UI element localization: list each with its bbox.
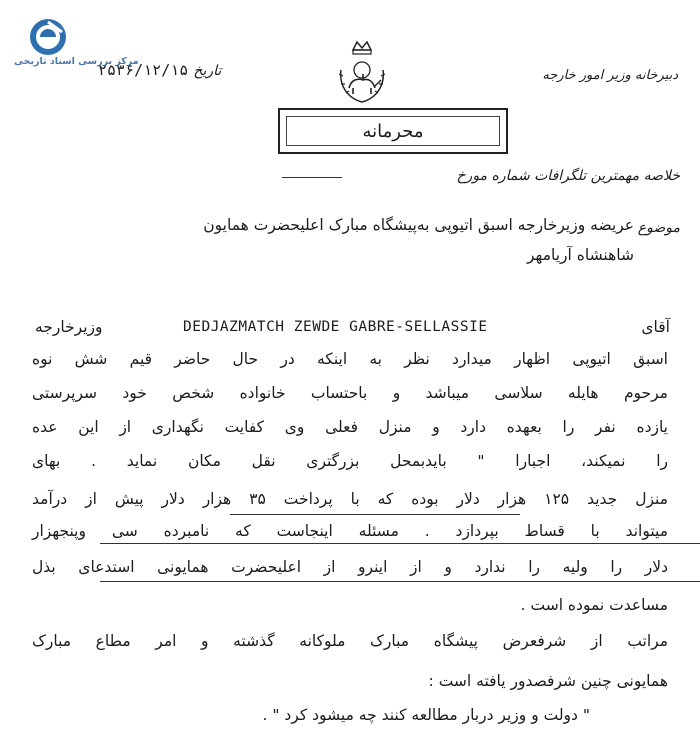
hand-underline (230, 514, 520, 515)
person-title: وزیرخارجه (35, 318, 103, 336)
salutation: آقای (641, 318, 670, 336)
hand-underline (100, 543, 700, 544)
letter-line: را نمیکند، اجبارا " بایدبمحل بزرگتری نقل مکان نماید . بهای (32, 452, 668, 470)
confidential-stamp-inner-frame (286, 116, 500, 146)
subject-line-1: عریضه وزیرخارجه اسبق اتیوپی به‌پیشگاه مبارک اعلیحضرت همایون (203, 216, 634, 234)
letter-line: مراتب از شرفعرض پیشگاه مبارک ملوکانه گذشته و امر مطاع مبارک (32, 632, 668, 650)
summary-divider (282, 177, 342, 178)
letter-line: مرحوم هایله سلاسی میباشد و باحتساب خانواده شخص خود سرپرستی (32, 384, 668, 402)
lion-and-sun-emblem-icon (333, 40, 391, 106)
letter-line: همایونی چنین شرفصدور یافته است : (428, 672, 668, 690)
subject-label: موضوع (637, 220, 680, 236)
letter-line: دلار را ولیه را ندارد و از اینرو از اعلیحضرت همایونی استدعای بذل (32, 558, 668, 576)
ministry-office-label: دبیرخانه وزیر امور خارجه (542, 68, 678, 83)
letter-line: " دولت و وزیر دربار مطالعه کنند چه میشود کرد " . (262, 706, 590, 724)
date-value: ۲۵۳۶/۱۲/۱۵ (98, 61, 189, 79)
person-name-latin: DEDJAZMATCH ZEWDE GABRE-SELLASSIE (183, 319, 488, 335)
hand-underline (100, 581, 700, 582)
date-field (98, 60, 221, 79)
letter-line: مساعدت نموده است . (520, 596, 668, 614)
archive-logo-text: مرکز بررسی اسناد تاریخی (14, 56, 139, 67)
confidential-stamp-text: محرمانه (362, 120, 424, 142)
subject-line-2: شاهنشاه آریامهر (527, 246, 634, 264)
telegram-summary-heading: خلاصه مهمترین تلگرافات شماره مورخ (456, 168, 680, 184)
letter-line: منزل جدید ۱۲۵ هزار دلار بوده که با پرداخت ۳۵ هزار دلار پیش از درآمد (32, 490, 668, 508)
confidential-stamp (278, 108, 508, 154)
letter-line: میتواند با قساط بپردازد . مسئله اینجاست که نامبرده سی وپنجهزار (32, 522, 668, 540)
letter-line: یازده نفر را بعهده دارد و منزل فعلی وی کفایت نگهداری از این عده (32, 418, 668, 436)
archive-logo-icon (26, 17, 70, 57)
letter-line: اسبق اتیوپی اظهار میدارد نظر به اینکه در حال حاضر قیم شش نوه (32, 350, 668, 368)
date-label: تاریخ (193, 63, 222, 79)
